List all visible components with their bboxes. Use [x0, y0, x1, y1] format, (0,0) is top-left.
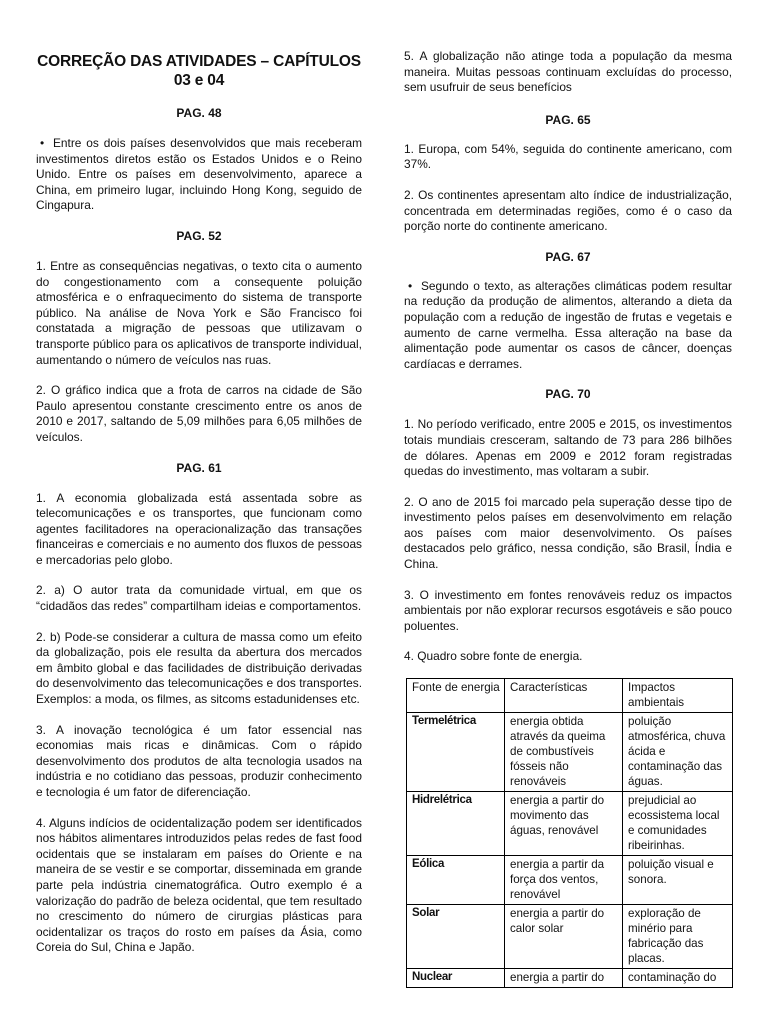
- table-cell-source: Solar: [407, 905, 505, 969]
- table-header-cell: Características: [505, 679, 623, 713]
- pag65-answer-2: 2. Os continentes apresentam alto índice de industrialização, concentrada em determinadas regiões, como é o caso da porção norte do continente americano.: [404, 187, 732, 234]
- table-row: [407, 905, 733, 969]
- table-cell-impacts: contaminação do: [623, 969, 733, 988]
- table-cell-characteristics: energia a partir do: [505, 969, 623, 988]
- table-header-cell: Impactos ambientais: [623, 679, 733, 713]
- pag61-answer-3: 3. A inovação tecnológica é um fator essencial nas economias mais ricas e dinâmicas. Com o rápido desenvolvimento dos produtos de alta tecnologia usados na indústria e no cotidiano das pessoas, produzir conhecimento e tecnologia é um fator de diferenciação.: [36, 722, 362, 799]
- section-heading-pag52: PAG. 52: [176, 228, 222, 243]
- pag61-answer-1: 1. A economia globalizada está assentada sobre as telecomunicações e os transportes, que funcionam como agentes facilitadores na operacionalização das transações financeiras e comerciais e no aumento dos fluxos de pessoas e mercadorias pelo globo.: [36, 490, 362, 567]
- table-header-row: [407, 679, 733, 713]
- table-cell-source: Nuclear: [407, 969, 505, 988]
- document-title-line-2: 03 e 04: [173, 72, 225, 89]
- table-row: [407, 792, 733, 856]
- table-cell-source: Eólica: [407, 856, 505, 905]
- table-row: [407, 969, 733, 988]
- pag52-answer-2: 2. O gráfico indica que a frota de carros na cidade de São Paulo apresentou constante crescimento entre os anos de 2010 e 2017, saltando de 5,09 milhões para 6,05 milhões de veículos.: [36, 383, 362, 444]
- section-heading-pag67: PAG. 67: [545, 249, 591, 264]
- table-cell-impacts: prejudicial ao ecossistema local e comunidades ribeirinhas.: [623, 792, 733, 856]
- pag65-answer-1: 1. Europa, com 54%, seguida do continente americano, com 37%.: [404, 141, 732, 172]
- table-cell-impacts: exploração de minério para fabricação das placas.: [623, 905, 733, 969]
- table-cell-source: Termelétrica: [407, 713, 505, 792]
- document-title-line-1: CORREÇÃO DAS ATIVIDADES – CAPÍTULOS: [37, 53, 361, 70]
- table-row: [407, 713, 733, 792]
- pag52-answer-1: 1. Entre as consequências negativas, o texto cita o aumento do congestionamento com a consequente poluição atmosférica e o enfraquecimento do sistema de transporte público. Na análise de Nova York e São Francisco foi constatada a migração de pessoas que utilizavam o transporte público para os aplicativos de transporte individual, aumentando o número de veículos nas ruas.: [36, 258, 362, 367]
- pag61-answer-4: 4. Alguns indícios de ocidentalização podem ser identificados nos hábitos alimentares introduzidos pelas redes de fast food ocidentais que se instalaram em países do Oriente e na maneira de se vestir e se comportar, disseminada em grande parte pela indústria cinematográfica. Outro exemplo é a valorização do padrão de beleza ocidental, que tem resultado no crescimento do número de cirurgias plásticas para ocidentalizar os traços do rosto em países da Ásia, como Coreia do Sul, China e Japão.: [36, 815, 362, 955]
- pag61-answer-5: 5. A globalização não atinge toda a população da mesma maneira. Muitas pessoas continuam excluídas do processo, sem usufruir de seus benefícios: [404, 49, 732, 95]
- table-row: [407, 856, 733, 905]
- table-header-cell: Fonte de energia: [407, 679, 505, 713]
- pag48-bullet-paragraph: • Entre os dois países desenvolvidos que mais receberam investimentos diretos estão os Estados Unidos e o Reino Unido. Entre os países em desenvolvimento, aparece a China, em primeiro lugar, incluindo Hong Kong, seguido de Cingapura.: [36, 136, 362, 214]
- section-heading-pag48: PAG. 48: [176, 106, 222, 120]
- energy-sources-table: [406, 678, 733, 988]
- section-heading-pag65: PAG. 65: [545, 112, 591, 127]
- section-heading-pag61: PAG. 61: [176, 460, 222, 475]
- pag70-answer-4: 4. Quadro sobre fonte de energia.: [404, 649, 583, 664]
- left-column: [36, 0, 362, 956]
- pag61-answer-2b: 2. b) Pode-se considerar a cultura de massa como um efeito da globalização, pois ele resulta da abertura dos mercados em âmbito global e das facilidades de distribuição derivadas do desenvolvimento das telecomunicações e dos transportes. Exemplos: a moda, os filmes, as sitcoms estadunidenses etc.: [36, 629, 362, 707]
- table-cell-characteristics: energia a partir do calor solar: [505, 905, 623, 969]
- pag61-answer-2a: 2. a) O autor trata da comunidade virtual, em que os “cidadãos das redes” compartilham ideias e comportamentos.: [36, 583, 362, 614]
- table-cell-impacts: poluição visual e sonora.: [623, 856, 733, 905]
- pag70-answer-3: 3. O investimento em fontes renováveis reduz os impactos ambientais por não explorar recursos esgotáveis e são pouco poluentes.: [404, 587, 732, 633]
- pag70-answer-2: 2. O ano de 2015 foi marcado pela superação desse tipo de investimento pelos países em desenvolvimento em relação aos países com maior desenvolvimento. Os países destacados pelo gráfico, nessa condição, são Brasil, Índia e China.: [404, 494, 732, 572]
- table-cell-source: Hidrelétrica: [407, 792, 505, 856]
- right-column: [404, 0, 732, 988]
- table-cell-characteristics: energia a partir do movimento das águas, renovável: [505, 792, 623, 856]
- pag67-bullet-paragraph: • Segundo o texto, as alterações climáticas podem resultar na redução da produção de alimentos, alterando a dieta da população com a redução de ingestão de frutas e vegetais e aumento de carne vermelha. Essa alteração na base da alimentação pode aumentar os casos de câncer, doenças cardíacas e derrames.: [404, 279, 732, 373]
- section-heading-pag70: PAG. 70: [545, 387, 591, 402]
- table-cell-characteristics: energia obtida através da queima de combustíveis fósseis não renováveis: [505, 713, 623, 792]
- document-title: [36, 52, 362, 90]
- table-cell-impacts: poluição atmosférica, chuva ácida e contaminação das águas.: [623, 713, 733, 792]
- table-cell-characteristics: energia a partir da força dos ventos, renovável: [505, 856, 623, 905]
- pag70-answer-1: 1. No período verificado, entre 2005 e 2015, os investimentos totais mundiais cresceram, saltando de 73 para 286 bilhões de dólares. Apenas em 2009 e 2012 foram registradas quedas do investimento, mas voltaram a subir.: [404, 417, 732, 479]
